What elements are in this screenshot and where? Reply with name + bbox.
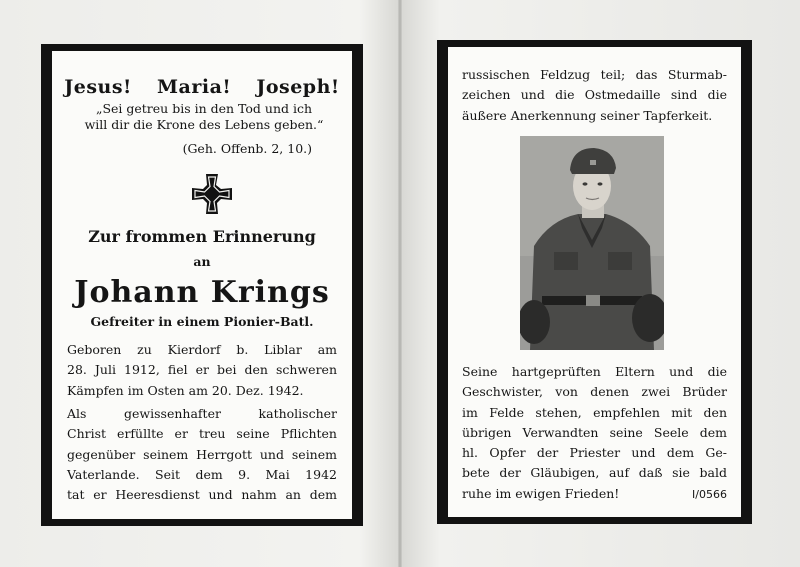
right-page <box>437 40 752 524</box>
text-line: hl. Opfer der Priester und dem Ge- <box>462 445 727 461</box>
page-fold <box>398 0 402 567</box>
text-line: Christ erfüllte er treu seine Pflichten <box>67 426 337 442</box>
text-line: Als gewissenhafter katholischer <box>67 406 337 421</box>
military-rank: Gefreiter in einem Pionier-Batl. <box>90 314 314 329</box>
quote-line-1: „Sei getreu bis in den Tod und ich <box>95 101 313 116</box>
invocation-jesus: Jesus! <box>64 76 132 98</box>
invocation-joseph: Joseph! <box>256 76 340 98</box>
invocation-maria: Maria! <box>157 76 232 98</box>
faith-service-paragraph <box>67 404 337 505</box>
text-line: ruhe im ewigen Frieden! <box>462 485 620 501</box>
text-line: übrigen Verwandten seine Seele dem <box>462 424 727 440</box>
text-line: 28. Juli 1912, fiel er bei den schweren <box>67 362 337 378</box>
text-line: russischen Feldzug teil; das Sturmab- <box>462 67 727 82</box>
text-line: Kämpfen im Osten am 20. Dez. 1942. <box>67 382 304 398</box>
text-line: bete der Gläubigen, auf daß sie bald <box>462 465 727 481</box>
left-page <box>41 44 363 526</box>
soldier-silhouette-icon <box>520 136 664 350</box>
campaign-paragraph <box>462 65 727 126</box>
soldier-portrait-photo <box>520 136 664 350</box>
text-line: Seine hartgeprüften Eltern und die <box>462 364 727 379</box>
text-line: tat er Heeresdienst und nahm an dem <box>67 487 337 503</box>
text-line: im Felde stehen, empfehlen mit den <box>462 404 727 420</box>
iron-cross-icon <box>189 171 235 217</box>
text-line: gegenüber seinem Herrgott und seinem <box>67 446 337 462</box>
family-paragraph <box>462 362 727 504</box>
text-line: Geboren zu Kierdorf b. Liblar am <box>67 342 337 357</box>
document-number: I/0566 <box>692 488 727 501</box>
birth-death-paragraph <box>67 340 337 401</box>
text-line: Geschwister, von denen zwei Brüder <box>462 384 727 400</box>
text-line: zeichen und die Ostmedaille sind die <box>462 87 727 103</box>
quote-line-2: will dir die Krone des Lebens geben.“ <box>84 117 324 132</box>
bible-quote <box>70 101 338 133</box>
quote-reference: (Geh. Offenb. 2, 10.) <box>182 141 312 156</box>
text-line: Vaterlande. Seit dem 9. Mai 1942 <box>67 466 337 482</box>
text-line: äußere Anerkennung seiner Tapferkeit. <box>462 107 713 123</box>
deceased-name: Johann Krings <box>74 275 330 310</box>
invocation <box>52 76 352 98</box>
in-memory-heading: Zur frommen Erinnerung <box>88 227 316 246</box>
an-text: an <box>193 254 211 269</box>
